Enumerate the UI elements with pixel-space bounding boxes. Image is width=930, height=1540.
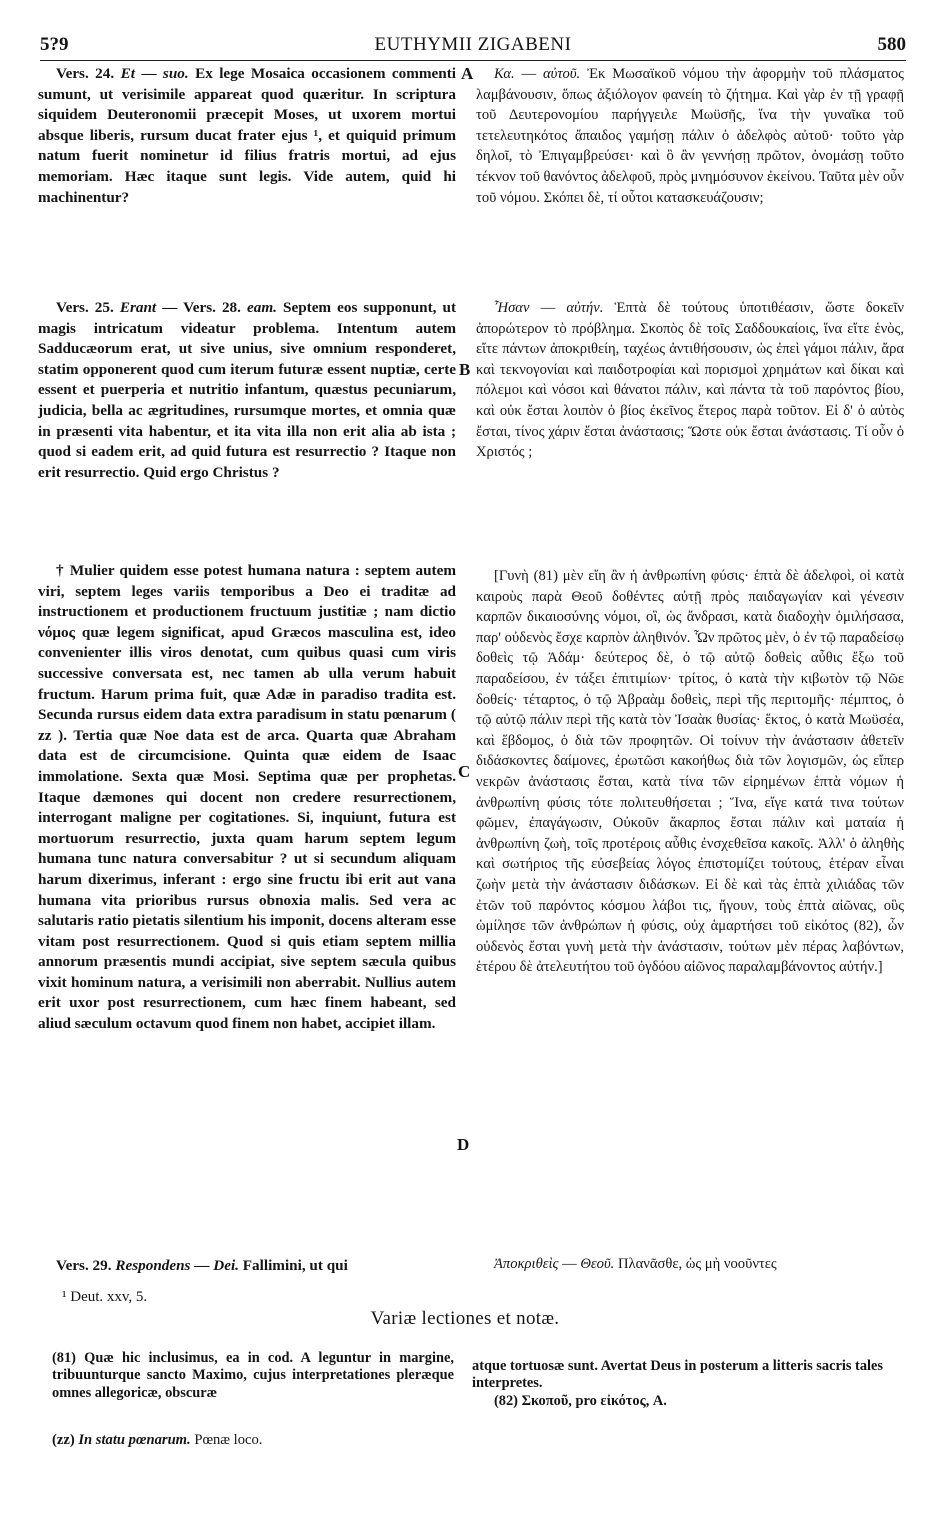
lemma-start: Respondens	[115, 1257, 191, 1274]
greek-text: Ἐκ Μωσαϊκοῦ νόμου τὴν ἀφορμὴν τοῦ πλάσματος λαμβάνουσιν, ὅπως ἀξιόλογον φανείη τὸ ζήτημα. Καὶ γὰρ ἐν τῇ γραφῇ τοῦ Δευτερονομίου παρήγγειλε Μωϋσῆς, ἵνα τὴν γυναῖκα τοῦ τετελευτηκότος ἄπαιδος γαμήσῃ πάλιν ὁ ἀδελφὸς αὐτοῦ· τοῦτο γὰρ δηλοῖ, τὸ Ἐπιγαμβρεύσει· καὶ ὃ ἂν γεννήσῃ πρῶτον, ὀνομάσῃ τοῦτο τέκνον τοῦ θανόντος ἀδελφοῦ, πρὸς μνημόσυνον ἐκείνου. Ταῦτα μὲν οὖν τοῦ νόμου. Σκόπει δὲ, τί οὗτοι κατασκευάζουσιν;	[476, 66, 904, 206]
note-zz	[52, 1432, 262, 1449]
margin-letter-b: B	[459, 360, 471, 379]
lemma-end: Dei.	[213, 1257, 239, 1274]
margin-letter-a: A	[461, 64, 474, 83]
latin-text: Septem eos supponunt, ut magis intricatum videatur problema. Intentum autem Sadducæorum erat, ut sive unius, sive omnium responderet, statim opponerent quod cum iterum futuræ essent nuptiæ, certe essent et puerperia et nutritio infantum, quæstus pecuniarum, judicia, bella ac ægritudines, rursumque mortes, et omnia quæ in præsenti vita habentur, et ita vita illa non erit alia ab ista ; quod si eadem erit, ad quid futura est resurrectio ? Itaque non erit resurrectio. Quid ergo Christus ?	[38, 299, 457, 481]
verse-ref: Vers. 24.	[56, 65, 115, 82]
greek-text: [Γυνὴ (81) μὲν εἴη ἂν ἡ ἀνθρωπίνη φύσις· ἑπτὰ δὲ ἀδελφοὶ, οἱ κατὰ καιροὺς παρὰ Θεοῦ δοθέντες αὐτῇ πρὸς παιδαγωγίαν καὶ γένεσιν καρπῶν δικαιοσύνης νόμοι, οἳ, ὡς ἄνδρασι, κατὰ διαδοχὴν ὁμιλήσασα, παρ' οὐδενὸς ἔσχε καρπὸν ἀληθινόν. Ὧν πρῶτος μὲν, ὁ ἐν τῷ παραδείσῳ δοθεὶς τῷ Ἀδάμ· δεύτερος δὲ, ὁ τῷ αὐτῷ δοθεὶς αὖθις ἔξω τοῦ παραδείσου, ἐν τάξει ἐπιτιμίων· τρίτος, ὁ κατὰ τὴν κιβωτὸν τῷ Νῶε δοθείς· τέταρτος, ὁ τῷ Ἀβραὰμ δοθεὶς, περὶ τῆς περιτομῆς· πέμπτος, ὁ τῷ αὐτῷ πάλιν περὶ τῆς κατὰ τὸν Ἰσαὰκ θυσίας· ἕκτος, ὁ κατὰ Μωϋσέα, καὶ ἕβδομος, ὁ διὰ τῶν προφητῶν. Οἱ τοίνυν τὴν ἀνάστασιν ἀθετεῖν διδάσκοντες δαίμονες, ἐρωτῶσι κακοήθως διὰ τῶν λογισμῶν, ὡς εἴπερ νεκρῶν ἀνάστασις ἔσται, κατὰ τίνα τῶν εἰρημένων ἑπτὰ νόμων ἡ ἀνθρωπίνη φύσις τότε πολιτευθήσεται ; Ἵνα, εἴγε κατά τινα τούτων φῶμεν, ἐπαγάγωσιν, Οὐκοῦν ἄκαρπος ἔσται πάλιν καὶ ματαία ἡ ἀνθρωπίνη ζωὴ, τοῖς προτέροις αὖθις ἐνσχεθεῖσα κακοῖς. Ἀλλ' ὁ ἀληθὴς καὶ σωτήριος τῆς εὐσεβείας λόγος ἐπιστομίζει τούτους, ἑτέραν εἶναι ζωὴν μετὰ τὴν ἀνάστασιν διδάσκων. Εἰ δὲ καὶ τὰς ἑπτὰ χιλιάδας τῶν ἐτῶν τοῦ παρόντος κόσμου λάβοι τις, ἤγουν, τοὺς ἑπτὰ αἰῶνας, οὓς ὡμίλησε τῶν ἀνθρώπων ἡ φύσις, οὐχ ἁμαρτήσει τοῦ εἰκότος (82), ὧν οὐδενὸς ἔσται γυνὴ μετὰ τὴν ἀνάστασιν, τούτων μὲν πέρας λαβόντων, ἑτέρου δὲ ἀτελευτήτου τοῦ ὀγδόου αἰῶνος παραλαμβάνοντος αὐτήν.]	[476, 568, 904, 976]
dash: —	[562, 1256, 577, 1272]
right-page-number: 580	[877, 34, 906, 55]
latin-text: Ex lege Mosaica occasionem commenti sumunt, ut verisimile appareat quod quæritur. In scriptura siquidem Deuteronomii præcepit Moses, ut uxorem mortui absque liberis, rursum ducat frater ejus ¹, et quiquid primum natum fuerit nominetur id filius fratris mortui, ad ejus memoriam. Hæc itaque sunt legis. Vide autem, quid hi machinentur?	[38, 65, 457, 206]
greek-text: Ἑπτὰ δὲ τούτους ὑποτιθέασιν, ὥστε δοκεῖν ἀπορώτερον τὸ πρόβλημα. Σκοπὸς δὲ τοῖς Σαδδουκαίοις, ἵνα εἴτε ἑνὸς, εἴτε πάντων ἀποκριθείη, ταχέως ἀντιθήσουσιν, ὡς ἐπεὶ γάμοι πάλιν, ἄρα καὶ τεκνογονίαι καὶ παιδοτροφίαι καὶ πορισμοὶ χρημάτων καὶ δίκαι καὶ πόλεμοι καὶ νόσοι καὶ θάνατοι πάλιν, καὶ πάντα τὰ τοῦ παρόντος βίου, καὶ οὐκ ἔσται λοιπὸν ὁ βίος ἐκεῖνος ἕτερος παρὰ τοῦτον. Εἰ δ' ὁ αὐτὸς ἔσται, τίνος χάριν ἔσται ἀνάστασις; Ὥστε οὐκ ἔσται ἀνάστασις. Τί οὖν ὁ Χριστός ;	[476, 300, 904, 461]
lemma-start: Ἦσαν	[494, 300, 530, 316]
dagger-mark: †	[56, 562, 65, 579]
latin-verse-25	[38, 298, 456, 483]
lemma-start: Erant	[119, 299, 157, 316]
header-title: EUTHYMII ZIGABENI	[374, 34, 572, 55]
lemma-end: αὐτήν.	[566, 300, 604, 316]
dash: —	[521, 66, 537, 82]
running-header	[40, 34, 906, 61]
lemma-end: eam.	[247, 299, 277, 316]
note-mark: (zz)	[52, 1432, 75, 1448]
note-lemma: In statu pœnarum.	[78, 1432, 191, 1448]
latin-verse-24	[38, 64, 456, 208]
lemma-end: suo.	[162, 65, 189, 82]
lemma-start: Et	[120, 65, 135, 82]
verse-range: — Vers. 28.	[162, 299, 241, 316]
left-page-number: 5?9	[40, 34, 69, 55]
dash: —	[194, 1257, 210, 1274]
latin-text: Mulier quidem esse potest humana natura : septem autem viri, septem leges variis temporibus a Deo ei traditæ ad instructionem et productionem fructuum justitiæ ; nam dictio νόμος quæ legem significat, apud Græcos masculina est, ideo convenienter illis viros denotat, cum quibus quasi cum viris successive conversata est, nec tamen ab ulla verum habuit fructum. Harum prima fuit, quæ Adæ in paradiso tradita est. Secunda rursus eidem data extra paradisum in statu pœnarum ( zz ). Tertia quæ Noe data est de arca. Quarta quæ Abraham data est de circumcisione. Quinta quæ eidem de Isaac immolatione. Sexta quæ Mosi. Septima quæ per prophetas. Itaque dæmones qui docent non credere resurrectionem, interrogant maligne per cogitationes. Si, inquiunt, futura est mortuorum resurrectio, juxta quam harum septem legum humana tunc natura conversabitur ? ut si secundum aliquam harum dixerimus, inferant : ergo sine fructu ibi erit aut vana humana vita prioribus rursus obnoxia malis. Sed vera ac salutaris ratio pietatis silentium his imponit, docens alteram esse vitam post resurrectionem. Quod si quis etiam septem millia annorum præsentis mundi accipiat, sive septem sæcula quibus vixit hominum natura, a verisimili non aberrabit. Nullius autem erit uxor post resurrectionem, cum hæc finem habeant, sed aliud sæculum octavum quod finem non habet, accipiet illam.	[38, 562, 457, 1033]
note-text: Pœnæ loco.	[194, 1432, 263, 1448]
lemma-end: αὐτοῦ.	[542, 66, 581, 82]
dash: —	[141, 65, 157, 82]
note-text: (81) Quæ hic inclusimus, ea in cod. A leguntur in margine, tribuunturque sancto Maximo, cujus interpretationes pleræque omnes allegoricæ, obscuræ	[52, 1350, 454, 1401]
verse-ref: Vers. 25.	[56, 299, 114, 316]
greek-section-2	[476, 298, 904, 463]
note-text: atque tortuosæ sunt. Avertat Deus in posterum a litteris sacris tales interpretes.	[472, 1358, 884, 1392]
lemma-start: Ἀποκριθεὶς	[494, 1256, 559, 1272]
note-81-left	[52, 1350, 454, 1402]
latin-text: Fallimini, ut qui	[242, 1257, 348, 1274]
lemma-end: Θεοῦ.	[580, 1256, 615, 1272]
greek-section-4	[476, 1254, 904, 1275]
latin-dagger-passage	[38, 561, 456, 1035]
margin-letter-d: D	[457, 1135, 470, 1154]
greek-text: Πλανᾶσθε, ὡς μὴ νοοῦντες	[617, 1256, 777, 1272]
verse-ref: Vers. 29.	[56, 1257, 112, 1274]
footnote-reference: ¹ Deut. xxv, 5.	[62, 1289, 148, 1305]
note-82: (82) Σκοποῦ, pro εἰκότος, A.	[494, 1392, 667, 1409]
greek-section-3	[476, 566, 904, 978]
margin-letter-c: C	[458, 762, 471, 781]
dash: —	[540, 300, 556, 316]
latin-verse-29	[38, 1256, 456, 1277]
note-81-right	[472, 1358, 884, 1410]
greek-section-1	[476, 64, 904, 208]
notes-title: Variæ lectiones et notæ.	[370, 1308, 560, 1329]
lemma-start: Κα.	[494, 66, 515, 82]
